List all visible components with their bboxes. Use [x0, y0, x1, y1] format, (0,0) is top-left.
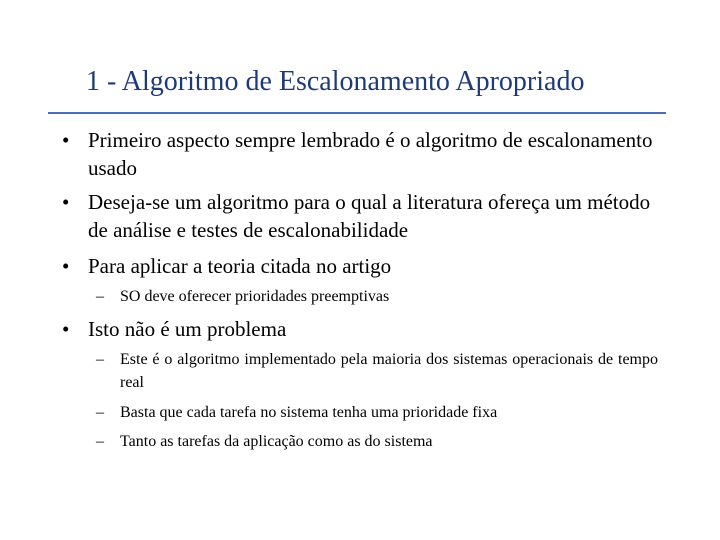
bullet-item [62, 315, 662, 343]
sub-bullet-marker: – [96, 404, 104, 421]
bullet-marker: • [62, 128, 70, 152]
bullet-text: Deseja-se um algoritmo para o qual a literatura ofereça um método de análise e testes de escalonabilidade [88, 190, 651, 242]
sub-bullet-item [96, 348, 660, 394]
sub-bullet-text: Tanto as tarefas da aplicação como as do sistema [120, 433, 433, 450]
sub-bullet-item [96, 285, 660, 308]
sub-bullet-marker: – [96, 433, 104, 450]
bullet-text: Para aplicar a teoria citada no artigo [88, 254, 392, 278]
sub-bullet-marker: – [96, 288, 104, 305]
sub-bullet-text: Este é o algoritmo implementado pela maioria dos sistemas operacionais de tempo real [120, 351, 658, 391]
bullet-item [62, 188, 662, 244]
bullet-marker: • [62, 254, 70, 278]
bullet-text: Isto não é um problema [88, 317, 287, 341]
slide-title: 1 - Algoritmo de Escalonamento Apropriado [86, 66, 585, 97]
sub-bullet-text: Basta que cada tarefa no sistema tenha uma prioridade fixa [120, 404, 498, 421]
sub-bullet-item [96, 430, 660, 453]
sub-bullet-text: SO deve oferecer prioridades preemptivas [120, 288, 390, 305]
sub-bullet-item [96, 401, 660, 424]
bullet-text: Primeiro aspecto sempre lembrado é o algoritmo de escalonamento usado [88, 128, 653, 180]
sub-bullet-marker: – [96, 351, 104, 368]
bullet-item [62, 252, 662, 280]
bullet-marker: • [62, 317, 70, 341]
bullet-marker: • [62, 190, 70, 214]
bullet-item [62, 126, 662, 182]
